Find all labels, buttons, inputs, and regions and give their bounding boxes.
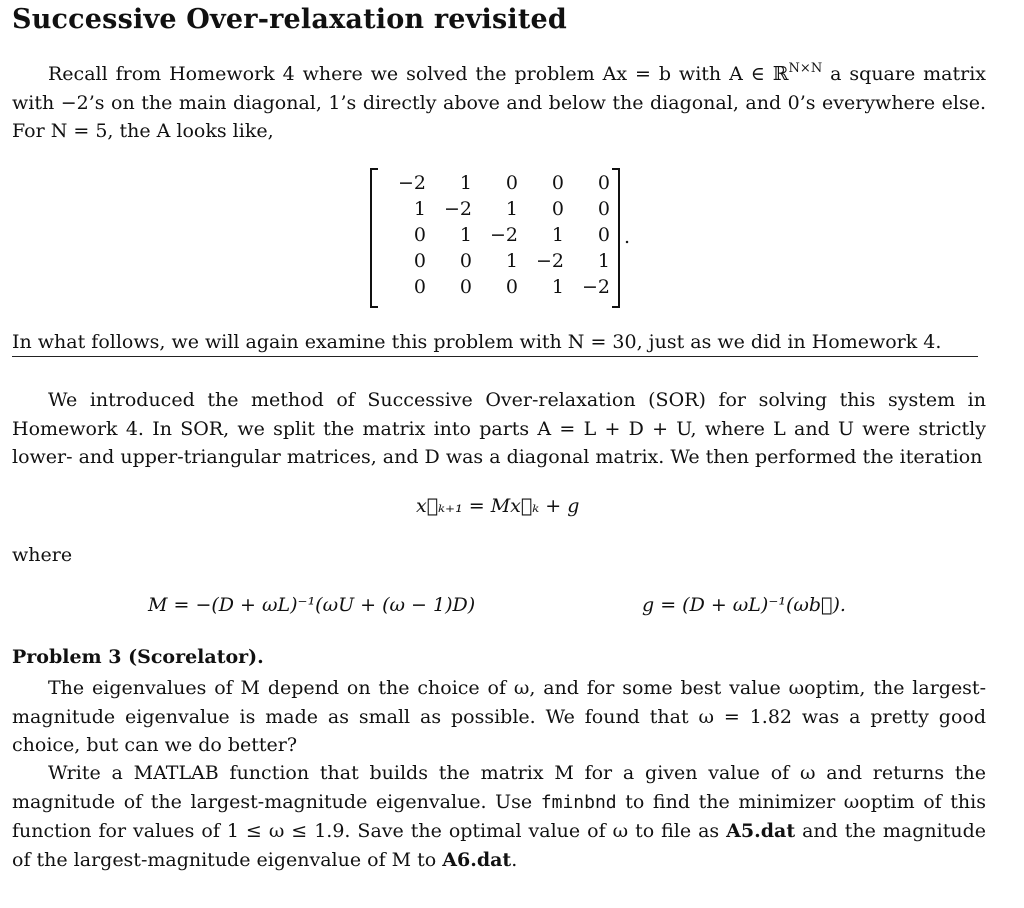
matrix-cell: 1 <box>505 198 518 220</box>
matrix-row <box>372 170 618 196</box>
matrix-cell: −2 <box>489 224 518 246</box>
page-title: Successive Over-relaxation revisited <box>12 4 567 35</box>
section-divider <box>12 356 978 357</box>
intro-line1: Recall from Homework 4 where we solved the problem Ax = b with A ∈ ℝ <box>48 63 789 85</box>
intro-line3: For N = 5, the A looks like, <box>12 120 274 142</box>
problem-paragraph-2 <box>12 759 986 874</box>
sor-paragraph: We introduced the method of Successive Over-relaxation (SOR) for solving this system in Homework 4. In SOR, we split the matrix into parts A = L + D + U, where L and U were strictly lower- and upper-triangular matrices, and D was a diagonal matrix. We then performed the iteration <box>12 389 986 468</box>
matrix-cell: 0 <box>459 276 472 298</box>
matrix-cell: 0 <box>413 250 426 272</box>
file-a5: A5.dat <box>726 820 796 842</box>
intro-sup: N×N <box>788 61 823 76</box>
p2-text-c: and the magnitude of the largest-magnitude eigenvalue of M to <box>12 820 986 871</box>
matrix-cell: 0 <box>505 276 518 298</box>
matrix-cell: 0 <box>459 250 472 272</box>
matrix-cell: 0 <box>597 172 610 194</box>
problem-heading: Problem 3 (Scorelator). <box>12 646 264 668</box>
p2-text-a: Write a MATLAB function that builds the matrix M for a given value of ω and returns the magnitude of the largest-magnitude eigenvalue. Use <box>12 762 986 813</box>
matrix-cell: −2 <box>535 250 564 272</box>
matrix-cell: 1 <box>459 224 472 246</box>
equation-g: g = (D + ωL)⁻¹(ωb⃗). <box>642 594 846 616</box>
matrix-row <box>372 274 618 300</box>
matrix-cell: 0 <box>413 276 426 298</box>
equation-m: M = −(D + ωL)⁻¹(ωU + (ω − 1)D) <box>148 594 476 616</box>
fminbnd-code: fminbnd <box>540 791 617 813</box>
matrix-cell: 1 <box>413 198 426 220</box>
matrix-row <box>372 222 618 248</box>
matrix-cell: −2 <box>397 172 426 194</box>
p2-text-b: to find the minimizer ωoptim of this function for values of 1 ≤ ω ≤ 1.9. Save the optimal value of ω to file as <box>12 790 986 842</box>
problem-paragraph-1: The eigenvalues of M depend on the choice of ω, and for some best value ωoptim, the largest-magnitude eigenvalue is made as small as possible. We found that ω = 1.82 was a pretty good choice, but can we do better? <box>12 677 986 756</box>
matrix-a <box>370 168 620 308</box>
matrix-cell: 1 <box>551 224 564 246</box>
matrix-cell: −2 <box>443 198 472 220</box>
matrix-cell: 0 <box>551 172 564 194</box>
matrix-cell: 0 <box>505 172 518 194</box>
where-label: where <box>12 544 73 566</box>
matrix-row <box>372 196 618 222</box>
matrix-cell: 1 <box>459 172 472 194</box>
file-a6: A6.dat <box>442 848 512 871</box>
matrix-cell: 1 <box>505 250 518 272</box>
matrix-cell: 0 <box>597 198 610 220</box>
intro-paragraph <box>12 60 986 146</box>
matrix-cell: 0 <box>551 198 564 220</box>
matrix-cell: 1 <box>551 276 564 298</box>
intro-line1b: a square matrix <box>822 63 986 85</box>
intro-line2: with −2’s on the main diagonal, 1’s directly above and below the diagonal, and 0’s everywhere else. <box>12 91 986 114</box>
matrix-cell: 0 <box>597 224 610 246</box>
matrix-row <box>372 248 618 274</box>
p2-text-d: . <box>511 848 518 871</box>
matrix-cell: 1 <box>597 250 610 272</box>
matrix-trailing-period: . <box>624 226 631 248</box>
iteration-equation: x⃗ₖ₊₁ = Mx⃗ₖ + g <box>416 495 580 517</box>
matrix-cell: 0 <box>413 224 426 246</box>
followup-line: In what follows, we will again examine this problem with N = 30, just as we did in Homework 4. <box>12 331 942 353</box>
matrix-cell: −2 <box>581 276 610 298</box>
